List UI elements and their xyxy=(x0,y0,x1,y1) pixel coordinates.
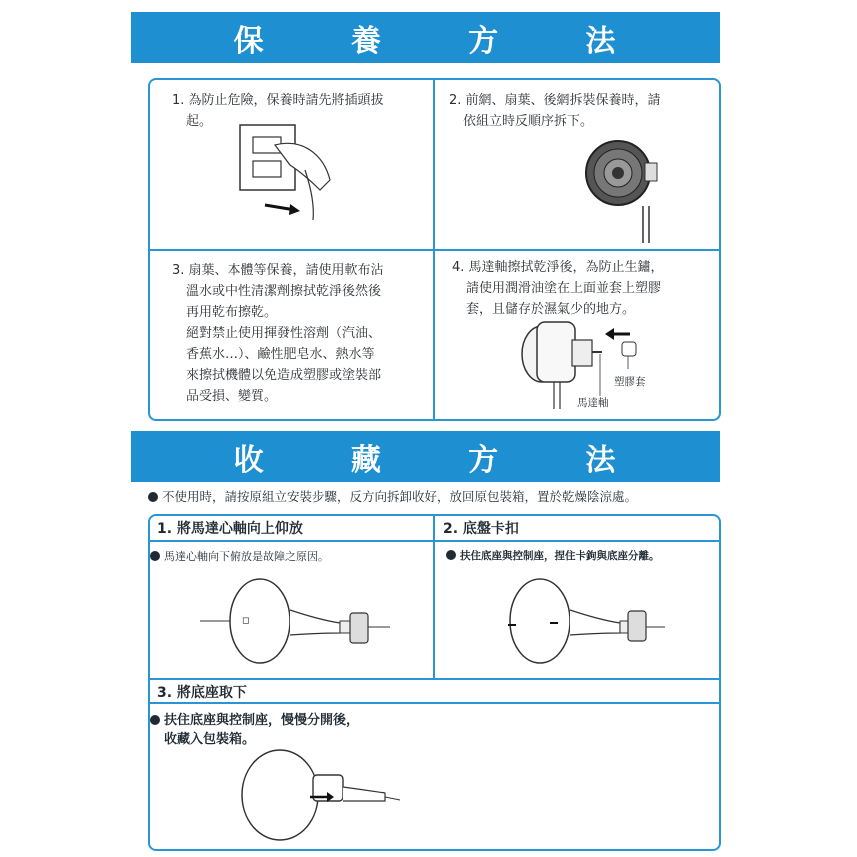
note-text: 扶住底座與控制座，捏住卡鉤與底座分離。 xyxy=(460,550,660,562)
divider xyxy=(148,678,721,680)
motor-shaft-label: 馬達軸 xyxy=(577,397,609,409)
text-line: 起。 xyxy=(186,114,213,129)
text-line: 品受損、變質。 xyxy=(186,389,278,404)
storage-step-2-note xyxy=(446,548,660,563)
divider xyxy=(148,540,721,542)
svg-text:◻: ◻ xyxy=(242,616,250,626)
text-line: 請使用潤滑油塗在上面並套上塑膠 xyxy=(466,281,662,296)
heading-char: 法 xyxy=(585,442,618,478)
text-line: 4. 馬達軸擦拭乾淨後，為防止生鏽， xyxy=(452,260,664,275)
care-step-4-text xyxy=(452,257,717,320)
storage-intro-text: 不使用時，請按原組立安裝步驟，反方向拆卸收好，放回原包裝箱，置於乾燥陰涼處。 xyxy=(162,489,638,504)
unplug-illustration xyxy=(235,125,345,220)
bullet-icon xyxy=(446,550,456,560)
base-clip-illustration xyxy=(500,575,665,670)
text-line: 3. 扇葉、本體等保養，請使用軟布沾 xyxy=(172,263,384,278)
text-line: 再用乾布擦乾。 xyxy=(186,305,278,320)
text-line: 來擦拭機體以免造成塑膠或塗裝部 xyxy=(186,368,382,383)
fan-guard-illustration xyxy=(583,128,663,243)
divider xyxy=(433,514,435,680)
divider xyxy=(148,702,721,704)
storage-step-3-title: 3. 將底座取下 xyxy=(157,685,247,701)
note-text: 扶住底座與控制座，慢慢分開後， xyxy=(164,713,360,728)
care-section-heading xyxy=(131,12,720,63)
storage-section-heading xyxy=(131,431,720,482)
storage-intro xyxy=(148,487,748,505)
bullet-icon xyxy=(150,551,160,561)
heading-char: 收 xyxy=(233,442,266,478)
storage-step-1-title: 1. 將馬達心軸向上仰放 xyxy=(157,521,303,537)
storage-step-2-title: 2. 底盤卡扣 xyxy=(443,521,519,537)
text-line: 依組立時反順序拆下。 xyxy=(463,114,594,129)
text-line: 套，且儲存於濕氣少的地方。 xyxy=(466,302,636,317)
text-line: 絕對禁止使用揮發性溶劑（汽油、 xyxy=(186,326,382,341)
text-line: 1. 為防止危險，保養時請先將插頭拔 xyxy=(172,93,384,108)
care-step-3-text xyxy=(172,260,427,407)
base-removal-illustration xyxy=(235,745,400,845)
text-line: 溫水或中性清潔劑擦拭乾淨後然後 xyxy=(186,284,382,299)
text-line: 2. 前網、扇葉、後網拆裝保養時，請 xyxy=(449,93,661,108)
plastic-cover-label: 塑膠套 xyxy=(614,376,646,388)
heading-char: 藏 xyxy=(350,442,383,478)
heading-char: 方 xyxy=(468,442,501,478)
storage-step-3-note xyxy=(150,711,359,749)
heading-char: 保 xyxy=(233,23,266,59)
note-text: 馬達心軸向下俯放是故障之原因。 xyxy=(164,550,329,563)
bullet-icon xyxy=(150,715,160,725)
text-line: 香蕉水…）、鹼性肥皂水、熱水等 xyxy=(186,347,375,362)
care-step-2-text xyxy=(449,90,709,132)
note-text: 收藏入包裝箱。 xyxy=(164,732,256,747)
heading-char: 法 xyxy=(585,23,618,59)
heading-char: 方 xyxy=(468,23,501,59)
storage-step-1-note xyxy=(150,548,329,564)
bullet-icon xyxy=(148,492,158,502)
fan-upright-illustration xyxy=(200,575,390,670)
heading-char: 養 xyxy=(350,23,383,59)
divider xyxy=(148,249,721,251)
